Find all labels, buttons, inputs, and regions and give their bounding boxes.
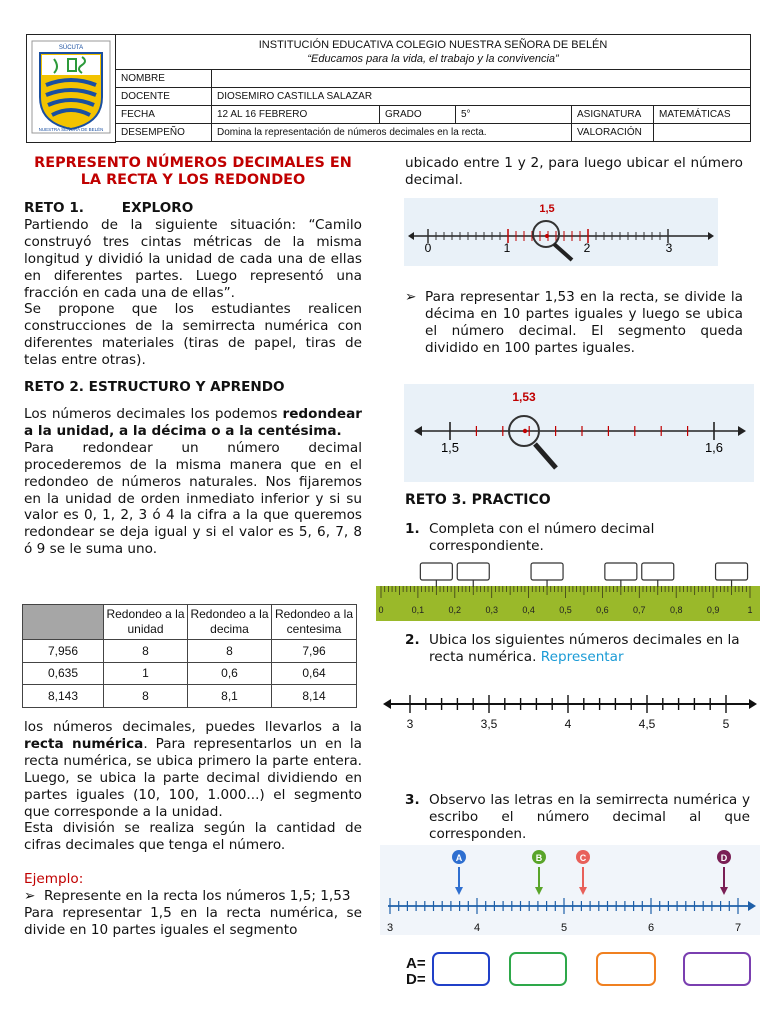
answer-box-a[interactable]	[432, 952, 490, 986]
exercise-2	[405, 632, 750, 666]
letter-arrow-head	[579, 887, 587, 895]
p3-text-a: los números decimales, puedes llevarlos a la	[24, 719, 362, 735]
table-cell: 7,96	[272, 640, 357, 663]
line-3-label: 7	[734, 922, 742, 934]
docente-value: DIOSEMIRO CASTILLA SALAZAR	[212, 88, 751, 106]
left-column-bottom	[24, 719, 362, 939]
letter-label: A	[455, 853, 463, 863]
table-row	[23, 662, 357, 685]
asignatura-label: ASIGNATURA	[572, 106, 654, 124]
answer-box-c[interactable]	[596, 952, 656, 986]
letter-label: D	[720, 853, 728, 863]
right-bullet-block	[405, 289, 743, 357]
ruler-label: 0	[378, 605, 384, 615]
school-crest	[27, 35, 116, 143]
crest-ring-text: NUESTRA SEÑORA DE BELÉN	[38, 126, 104, 132]
example-paragraph: Para representar 1,5 en la recta numérica, se divide en 10 partes iguales el segmento	[24, 905, 362, 938]
letter-arrow-head	[455, 887, 463, 895]
number-line-exercise-3	[380, 845, 760, 935]
table-cell: 8	[188, 640, 272, 663]
exercise-3-text: Observo las letras en la semirrecta numérica y escribo el número decimal al que corresponden.	[429, 792, 750, 842]
exercise-2-text-a: Ubica los siguientes números decimales en la recta numérica.	[429, 632, 740, 665]
number-line-figure-2	[404, 384, 754, 482]
letter-label: B	[535, 853, 543, 863]
table-cell: 8	[104, 640, 188, 663]
letter-label: C	[579, 853, 587, 863]
figure-2-tick-label: 1,6	[704, 440, 724, 455]
line-2-label: 5	[722, 717, 730, 731]
desempeno-value: Domina la representación de números decimales en la recta.	[212, 124, 572, 142]
reto3-block	[405, 492, 750, 555]
ruler-label: 1	[747, 605, 753, 615]
table-cell: 8,1	[188, 685, 272, 708]
bullet-1-53	[405, 289, 743, 357]
reto1-paragraph-2: Se propone que los estudiantes realicen construcciones de la semirrecta numérica con diferentes materiales (tiras de papel, tiras de telas entre otras).	[24, 301, 362, 369]
ruler-answer-box	[716, 563, 748, 580]
ruler-answer-box	[642, 563, 674, 580]
line-2-label: 3	[406, 717, 414, 731]
ruler-answer-box	[457, 563, 489, 580]
number-line-figure-1	[404, 198, 718, 266]
exercise-1	[405, 521, 750, 555]
line-2-label: 4	[564, 717, 572, 731]
document-header	[26, 34, 750, 138]
ruler-label: 0,9	[706, 605, 720, 615]
figure-1-tick-label: 1	[503, 241, 511, 255]
answer-box-d[interactable]	[683, 952, 751, 986]
answers-labels	[406, 956, 426, 988]
figure-2-tick-label: 1,5	[440, 440, 460, 455]
reto2-text-b: redondear a la unidad	[24, 405, 362, 439]
table-cell: 0,635	[23, 662, 104, 685]
table-cell: 8	[104, 685, 188, 708]
institution-motto: “Educamos para la vida, el trabajo y la convivencia”	[307, 53, 559, 65]
institution-name: INSTITUCIÓN EDUCATIVA COLEGIO NUESTRA SEÑORA DE BELÉN	[258, 39, 608, 51]
ruler-answer-box	[605, 563, 637, 580]
right-column-top	[405, 155, 743, 189]
line-3-label: 5	[560, 922, 568, 934]
table-header-empty	[23, 605, 104, 640]
crest-top-text: SÚCUTA	[58, 44, 84, 51]
nombre-field[interactable]	[212, 70, 751, 88]
ruler-label: 0,5	[559, 605, 572, 615]
desempeno-label: DESEMPEÑO	[116, 124, 212, 142]
exercise-3	[405, 792, 750, 843]
fecha-value: 12 AL 16 FEBRERO	[212, 106, 380, 124]
table-header: Redondeo a la unidad	[104, 605, 188, 640]
ruler-label: 0,7	[633, 605, 646, 615]
grado-label: GRADO	[380, 106, 456, 124]
asignatura-value: MATEMÁTICAS	[654, 106, 751, 124]
exercise-3-number: 3.	[405, 792, 420, 808]
table-cell: 1	[104, 662, 188, 685]
table-header: Redondeo a la decima	[188, 605, 272, 640]
ruler-answer-box	[420, 563, 452, 580]
line-2-label: 4,5	[638, 717, 656, 731]
line-3-label: 6	[647, 922, 655, 934]
exercise-3-row	[405, 792, 750, 843]
reto2-paragraph-1	[24, 406, 362, 440]
ruler-label: 0,6	[596, 605, 609, 615]
p3-text-b: recta numérica	[24, 735, 144, 752]
ruler-label: 0,3	[485, 605, 498, 615]
line-3-label: 4	[473, 922, 481, 934]
reto1-heading: RETO 1. EXPLORO	[24, 200, 194, 216]
line-3-label: 3	[386, 922, 394, 934]
answer-d-label: D=	[406, 971, 426, 988]
reto2-text-d: a la décima o a la centésima.	[119, 422, 342, 439]
docente-label: DOCENTE	[116, 88, 212, 106]
ruler-label: 0,1	[411, 605, 425, 615]
table-cell: 0,6	[188, 662, 272, 685]
reto2-heading: RETO 2. ESTRUCTURO Y APRENDO	[24, 379, 285, 396]
example-bullet	[24, 888, 362, 905]
letter-arrow-head	[720, 887, 728, 895]
division-paragraph: Esta división se realiza según la cantidad de cifras decimales que tenga el número.	[24, 820, 362, 854]
answer-box-b[interactable]	[509, 952, 567, 986]
letter-arrow-head	[535, 887, 543, 895]
school-crest-icon	[28, 39, 114, 135]
table-cell: 8,14	[272, 685, 357, 708]
table-row	[23, 685, 357, 708]
exercise-1-number: 1.	[405, 520, 420, 537]
table-cell: 7,956	[23, 640, 104, 663]
ruler-label: 0,8	[669, 605, 683, 615]
representar-link[interactable]: Representar	[540, 648, 624, 665]
number-line-paragraph	[24, 719, 362, 820]
answer-a-label: A=	[406, 955, 426, 972]
p3-text-c: . Para representarlos un en la recta numérica, se ubica primero la parte entera. Luego, se ubica la parte decimal dividiendo en partes iguales (10, 100, 1.000...) el segmento que corresponde a la unidad.	[24, 735, 362, 820]
table-row	[23, 640, 357, 663]
valoracion-field[interactable]	[654, 124, 751, 142]
arrow-bullet-icon: ➢	[24, 888, 36, 905]
page-title: REPRESENTO NÚMEROS DECIMALES EN LA RECTA Y LOS REDONDEO	[34, 155, 352, 188]
reto2-text-c: ,	[109, 422, 120, 439]
green-ruler-figure	[376, 560, 760, 622]
arrow-bullet-icon: ➢	[405, 289, 417, 305]
right-paragraph-1: ubicado entre 1 y 2, para luego ubicar el número decimal.	[405, 155, 743, 188]
ruler-label: 0,2	[448, 605, 462, 615]
valoracion-label: VALORACIÓN	[572, 124, 654, 142]
nombre-label: NOMBRE	[116, 70, 212, 88]
reto3-heading: RETO 3. PRACTICO	[405, 492, 551, 508]
reto2-text-a: Los números decimales los podemos	[24, 405, 283, 422]
figure-2-mark-label: 1,53	[512, 390, 536, 404]
reto1-paragraph-1: Partiendo de la siguiente situación: “Camilo construyó tres cintas métricas de la misma longitud y dividió la unidad de cada una de ellas en diferentes partes. Luego representó una fracción en cada una de ellas”.	[24, 216, 362, 301]
grado-value: 5°	[456, 106, 572, 124]
fecha-label: FECHA	[116, 106, 212, 124]
figure-1-tick-label: 2	[583, 241, 591, 255]
exercise-1-text: Completa con el número decimal correspondiente.	[429, 520, 655, 554]
rounding-table	[22, 604, 356, 708]
table-header: Redondeo a la centesima	[272, 605, 357, 640]
number-line-exercise-2	[380, 684, 760, 734]
figure-1-tick-label: 0	[424, 241, 432, 255]
figure-1-tick-label: 3	[665, 241, 673, 255]
institution-cell	[116, 35, 751, 70]
left-column-top	[24, 155, 362, 558]
exercise-2-text	[429, 632, 750, 666]
table-cell: 0,64	[272, 662, 357, 685]
ruler-answer-box	[531, 563, 563, 580]
reto2-paragraph-2: Para redondear un número decimal procederemos de la misma manera que en el redondeo de números naturales. Nos fijaremos en la unidad de orden inmediato inferior y si su valor es 0, 1, 2, 3 ó 4 la cifra a la que queremos redondear se deja igual y si el valor es 5, 6, 7, 8 ó 9 se le suma uno.	[24, 439, 362, 558]
ruler-label: 0,4	[522, 605, 535, 615]
exercise-2-row	[405, 632, 750, 666]
table-cell: 8,143	[23, 685, 104, 708]
bullet-1-53-text: Para representar 1,53 en la recta, se divide la décima en 10 partes iguales y luego se ubica el número decimal. El segmento queda dividido en 100 partes iguales.	[425, 289, 743, 356]
figure-1-mark-label: 1,5	[539, 203, 555, 215]
example-bullet-text: Represente en la recta los números 1,5; 1,53	[44, 888, 351, 905]
example-label: Ejemplo:	[24, 871, 84, 888]
line-2-label: 3,5	[480, 717, 498, 731]
exercise-2-number: 2.	[405, 632, 420, 648]
